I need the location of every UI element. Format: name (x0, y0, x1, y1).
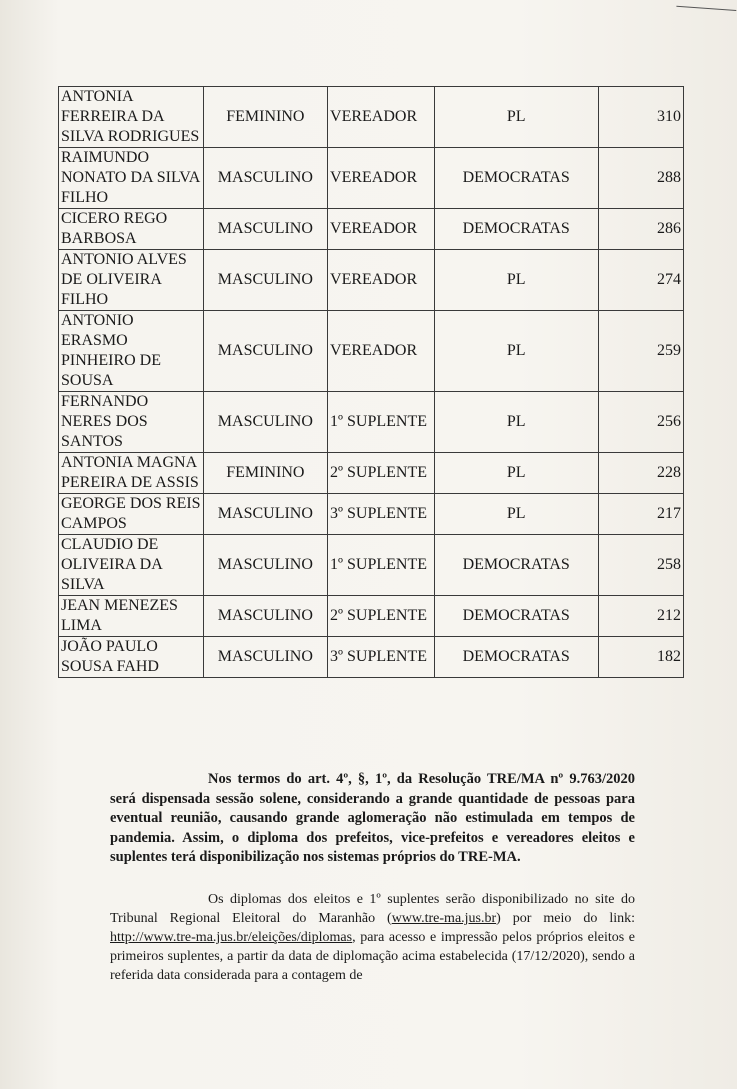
candidate-role-cell: VEREADOR (328, 148, 435, 209)
table-row (59, 87, 684, 148)
candidate-votes-cell: 212 (598, 596, 684, 637)
table-row (59, 311, 684, 392)
candidate-party-cell: DEMOCRATAS (434, 637, 598, 678)
candidate-party-cell: PL (434, 250, 598, 311)
candidate-gender-cell: MASCULINO (203, 311, 327, 392)
candidate-gender-cell: MASCULINO (203, 494, 327, 535)
candidate-name-cell: ANTONIO ERASMO PINHEIRO DE SOUSA (59, 311, 204, 392)
notice-paragraph (110, 770, 635, 868)
candidate-gender-cell: MASCULINO (203, 596, 327, 637)
candidate-name-cell: GEORGE DOS REIS CAMPOS (59, 494, 204, 535)
candidate-role-cell: VEREADOR (328, 209, 435, 250)
candidate-name-cell: RAIMUNDO NONATO DA SILVA FILHO (59, 148, 204, 209)
candidate-votes-cell: 310 (598, 87, 684, 148)
candidate-party-cell: DEMOCRATAS (434, 596, 598, 637)
candidate-gender-cell: MASCULINO (203, 637, 327, 678)
candidate-role-cell: VEREADOR (328, 311, 435, 392)
candidate-party-cell: PL (434, 453, 598, 494)
candidate-party-cell: PL (434, 311, 598, 392)
paragraph-part1: Os diplomas dos eleitos e 1º suplentes serão disponibilizado no site do Tribunal Regional Eleitoral do Maranhão ( (110, 892, 635, 926)
table-row (59, 209, 684, 250)
candidate-gender-cell: MASCULINO (203, 250, 327, 311)
table-row (59, 148, 684, 209)
candidate-role-cell: VEREADOR (328, 250, 435, 311)
candidate-role-cell: 2º SUPLENTE (328, 453, 435, 494)
candidate-gender-cell: FEMININO (203, 453, 327, 494)
candidate-gender-cell: MASCULINO (203, 392, 327, 453)
candidate-party-cell: DEMOCRATAS (434, 535, 598, 596)
candidate-role-cell: 2º SUPLENTE (328, 596, 435, 637)
candidate-role-cell: 1º SUPLENTE (328, 535, 435, 596)
candidate-name-cell: ANTONIA FERREIRA DA SILVA RODRIGUES (59, 87, 204, 148)
candidate-votes-cell: 217 (598, 494, 684, 535)
candidate-role-cell: 1º SUPLENTE (328, 392, 435, 453)
candidate-party-cell: PL (434, 392, 598, 453)
candidate-name-cell: JOÃO PAULO SOUSA FAHD (59, 637, 204, 678)
table-row (59, 637, 684, 678)
candidate-name-cell: FERNANDO NERES DOS SANTOS (59, 392, 204, 453)
candidate-votes-cell: 258 (598, 535, 684, 596)
table-row (59, 596, 684, 637)
paragraph-part3: , para acesso e impressão pelos próprios eleitos e primeiros suplentes, a partir da data de diplomação acima estabelecida (17/12/2020), sendo a referida data considerada para a contagem de (110, 930, 635, 983)
paragraph-part2: ) por meio do link: (496, 911, 635, 926)
candidate-votes-cell: 256 (598, 392, 684, 453)
candidate-votes-cell: 288 (598, 148, 684, 209)
candidate-name-cell: ANTONIA MAGNA PEREIRA DE ASSIS (59, 453, 204, 494)
candidate-votes-cell: 259 (598, 311, 684, 392)
table-row (59, 392, 684, 453)
candidate-party-cell: DEMOCRATAS (434, 148, 598, 209)
table-row (59, 494, 684, 535)
candidate-votes-cell: 286 (598, 209, 684, 250)
candidate-role-cell: VEREADOR (328, 87, 435, 148)
candidate-name-cell: CLAUDIO DE OLIVEIRA DA SILVA (59, 535, 204, 596)
candidate-name-cell: ANTONIO ALVES DE OLIVEIRA FILHO (59, 250, 204, 311)
table-row (59, 453, 684, 494)
candidate-party-cell: DEMOCRATAS (434, 209, 598, 250)
candidate-votes-cell: 228 (598, 453, 684, 494)
results-table-body (59, 87, 684, 678)
notice-text: Nos termos do art. 4º, §, 1º, da Resolução TRE/MA nº 9.763/2020 será dispensada sessão solene, considerando a grande quantidade de pessoas para eventual reunião, causando grande aglomeração não estimulada em tempos de pandemia. Assim, o diploma dos prefeitos, vice-prefeitos e vereadores eleitos e suplentes terá disponibilização nos sistemas próprios do TRE-MA. (110, 771, 635, 865)
table-row (59, 250, 684, 311)
diploma-paragraph (110, 890, 635, 985)
candidate-gender-cell: FEMININO (203, 87, 327, 148)
candidate-name-cell: JEAN MENEZES LIMA (59, 596, 204, 637)
candidate-gender-cell: MASCULINO (203, 148, 327, 209)
candidate-name-cell: CICERO REGO BARBOSA (59, 209, 204, 250)
table-row (59, 535, 684, 596)
candidate-votes-cell: 182 (598, 637, 684, 678)
candidate-party-cell: PL (434, 494, 598, 535)
candidate-party-cell: PL (434, 87, 598, 148)
candidate-role-cell: 3º SUPLENTE (328, 494, 435, 535)
corner-mark (676, 0, 737, 11)
candidate-role-cell: 3º SUPLENTE (328, 637, 435, 678)
candidate-gender-cell: MASCULINO (203, 209, 327, 250)
candidate-gender-cell: MASCULINO (203, 535, 327, 596)
diploma-link[interactable]: http://www.tre-ma.jus.br/eleições/diplomas (110, 930, 353, 945)
candidate-votes-cell: 274 (598, 250, 684, 311)
results-table (58, 86, 684, 678)
site-link[interactable]: www.tre-ma.jus.br (391, 911, 497, 926)
